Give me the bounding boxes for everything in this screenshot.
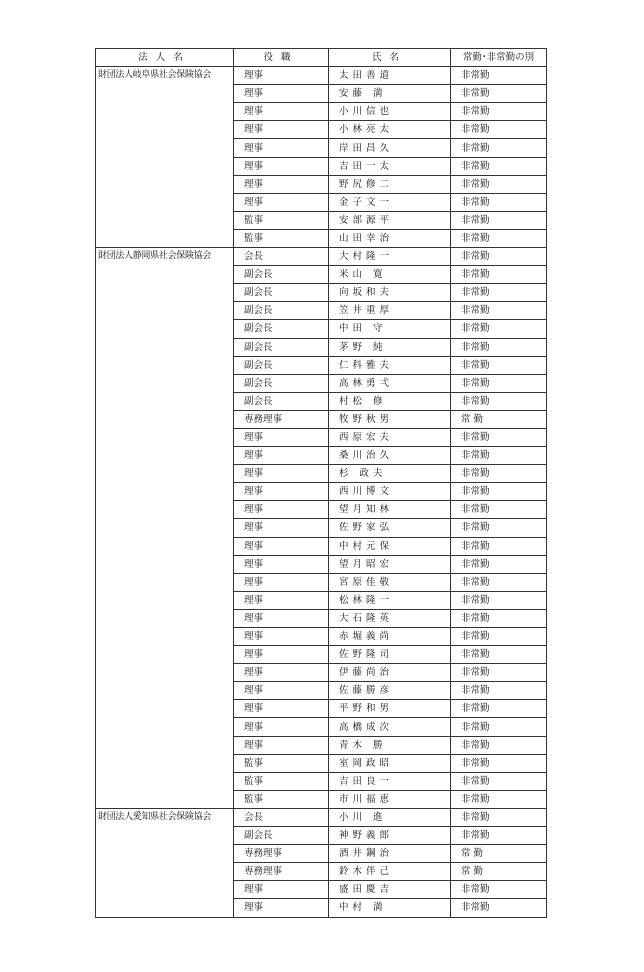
employment-type-cell: 非常勤 bbox=[451, 121, 547, 139]
person-name-cell: 赤堀義尚 bbox=[329, 628, 451, 646]
employment-type-cell: 常 勤 bbox=[451, 845, 547, 863]
employment-type-cell: 非常勤 bbox=[451, 519, 547, 537]
employment-type-cell: 非常勤 bbox=[451, 899, 547, 917]
employment-type-cell: 常 勤 bbox=[451, 410, 547, 428]
person-name-cell: 佐藤勝彦 bbox=[329, 682, 451, 700]
person-name-cell: 青木 勝 bbox=[329, 736, 451, 754]
employment-type-cell: 非常勤 bbox=[451, 338, 547, 356]
table-row bbox=[96, 67, 547, 85]
position-cell: 理事 bbox=[234, 465, 329, 483]
position-cell: 理事 bbox=[234, 85, 329, 103]
position-cell: 理事 bbox=[234, 103, 329, 121]
person-name-cell: 野尻修二 bbox=[329, 175, 451, 193]
employment-type-cell: 非常勤 bbox=[451, 85, 547, 103]
position-cell: 会長 bbox=[234, 248, 329, 266]
position-cell: 副会長 bbox=[234, 827, 329, 845]
officers-table bbox=[95, 48, 547, 918]
position-cell: 理事 bbox=[234, 664, 329, 682]
position-cell: 理事 bbox=[234, 573, 329, 591]
person-name-cell: 岸田昌久 bbox=[329, 139, 451, 157]
person-name-cell: 宮原佳敬 bbox=[329, 573, 451, 591]
position-cell: 理事 bbox=[234, 899, 329, 917]
corporation-name: 財団法人静岡県社会保険協会 bbox=[96, 248, 234, 809]
person-name-cell: 吉田一太 bbox=[329, 157, 451, 175]
person-name-cell: 平野和男 bbox=[329, 700, 451, 718]
employment-type-cell: 非常勤 bbox=[451, 392, 547, 410]
position-cell: 副会長 bbox=[234, 320, 329, 338]
employment-type-cell: 非常勤 bbox=[451, 266, 547, 284]
position-cell: 理事 bbox=[234, 881, 329, 899]
position-cell: 監事 bbox=[234, 229, 329, 247]
person-name-cell: 神野義郎 bbox=[329, 827, 451, 845]
person-name-cell: 村松 修 bbox=[329, 392, 451, 410]
person-name-cell: 小林亮太 bbox=[329, 121, 451, 139]
person-name-cell: 佐野家弘 bbox=[329, 519, 451, 537]
employment-type-cell: 非常勤 bbox=[451, 591, 547, 609]
corporation-name: 財団法人岐阜県社会保険協会 bbox=[96, 67, 234, 248]
person-name-cell: 金子文一 bbox=[329, 193, 451, 211]
person-name-cell: 吉田良一 bbox=[329, 772, 451, 790]
position-cell: 理事 bbox=[234, 67, 329, 85]
employment-type-cell: 非常勤 bbox=[451, 248, 547, 266]
position-cell: 監事 bbox=[234, 772, 329, 790]
employment-type-cell: 非常勤 bbox=[451, 447, 547, 465]
position-cell: 理事 bbox=[234, 682, 329, 700]
person-name-cell: 小川信也 bbox=[329, 103, 451, 121]
employment-type-cell: 非常勤 bbox=[451, 193, 547, 211]
employment-type-cell: 非常勤 bbox=[451, 881, 547, 899]
person-name-cell: 高林勇弌 bbox=[329, 374, 451, 392]
position-cell: 専務理事 bbox=[234, 863, 329, 881]
person-name-cell: 市川福恵 bbox=[329, 790, 451, 808]
person-name-cell: 仁科雅夫 bbox=[329, 356, 451, 374]
person-name-cell: 牧野秋男 bbox=[329, 410, 451, 428]
employment-type-cell: 非常勤 bbox=[451, 754, 547, 772]
employment-type-cell: 非常勤 bbox=[451, 573, 547, 591]
employment-type-cell: 非常勤 bbox=[451, 428, 547, 446]
employment-type-cell: 非常勤 bbox=[451, 790, 547, 808]
position-cell: 理事 bbox=[234, 447, 329, 465]
employment-type-cell: 非常勤 bbox=[451, 139, 547, 157]
header-position: 役職 bbox=[234, 49, 329, 67]
employment-type-cell: 非常勤 bbox=[451, 808, 547, 826]
employment-type-cell: 非常勤 bbox=[451, 664, 547, 682]
position-cell: 副会長 bbox=[234, 302, 329, 320]
person-name-cell: 山田幸治 bbox=[329, 229, 451, 247]
header-corporation: 法人名 bbox=[96, 49, 234, 67]
employment-type-cell: 非常勤 bbox=[451, 211, 547, 229]
position-cell: 理事 bbox=[234, 428, 329, 446]
employment-type-cell: 非常勤 bbox=[451, 320, 547, 338]
position-cell: 専務理事 bbox=[234, 410, 329, 428]
table-row bbox=[96, 248, 547, 266]
person-name-cell: 西川博文 bbox=[329, 483, 451, 501]
position-cell: 理事 bbox=[234, 555, 329, 573]
position-cell: 専務理事 bbox=[234, 845, 329, 863]
position-cell: 理事 bbox=[234, 700, 329, 718]
position-cell: 理事 bbox=[234, 175, 329, 193]
employment-type-cell: 非常勤 bbox=[451, 537, 547, 555]
person-name-cell: 米山 寛 bbox=[329, 266, 451, 284]
position-cell: 副会長 bbox=[234, 356, 329, 374]
position-cell: 理事 bbox=[234, 718, 329, 736]
position-cell: 監事 bbox=[234, 790, 329, 808]
employment-type-cell: 非常勤 bbox=[451, 501, 547, 519]
position-cell: 理事 bbox=[234, 519, 329, 537]
person-name-cell: 桑川治久 bbox=[329, 447, 451, 465]
person-name-cell: 笠井重厚 bbox=[329, 302, 451, 320]
employment-type-cell: 非常勤 bbox=[451, 682, 547, 700]
employment-type-cell: 非常勤 bbox=[451, 67, 547, 85]
employment-type-cell: 非常勤 bbox=[451, 284, 547, 302]
person-name-cell: 高橋成次 bbox=[329, 718, 451, 736]
employment-type-cell: 非常勤 bbox=[451, 356, 547, 374]
corporation-name: 財団法人愛知県社会保険協会 bbox=[96, 808, 234, 917]
table-body bbox=[96, 67, 547, 917]
person-name-cell: 鈴木伴己 bbox=[329, 863, 451, 881]
person-name-cell: 安藤 満 bbox=[329, 85, 451, 103]
employment-type-cell: 非常勤 bbox=[451, 700, 547, 718]
position-cell: 理事 bbox=[234, 121, 329, 139]
header-row bbox=[96, 49, 547, 67]
position-cell: 理事 bbox=[234, 736, 329, 754]
position-cell: 理事 bbox=[234, 501, 329, 519]
employment-type-cell: 非常勤 bbox=[451, 628, 547, 646]
person-name-cell: 伊藤尚治 bbox=[329, 664, 451, 682]
person-name-cell: 向坂和夫 bbox=[329, 284, 451, 302]
person-name-cell: 酒井鋼治 bbox=[329, 845, 451, 863]
header-name: 氏名 bbox=[329, 49, 451, 67]
position-cell: 会長 bbox=[234, 808, 329, 826]
employment-type-cell: 非常勤 bbox=[451, 229, 547, 247]
employment-type-cell: 非常勤 bbox=[451, 827, 547, 845]
person-name-cell: 望月知林 bbox=[329, 501, 451, 519]
person-name-cell: 中村 満 bbox=[329, 899, 451, 917]
person-name-cell: 室岡政昭 bbox=[329, 754, 451, 772]
employment-type-cell: 非常勤 bbox=[451, 718, 547, 736]
person-name-cell: 佐野隆司 bbox=[329, 646, 451, 664]
employment-type-cell: 非常勤 bbox=[451, 646, 547, 664]
position-cell: 副会長 bbox=[234, 374, 329, 392]
person-name-cell: 太田善道 bbox=[329, 67, 451, 85]
position-cell: 副会長 bbox=[234, 338, 329, 356]
position-cell: 監事 bbox=[234, 211, 329, 229]
person-name-cell: 盛田慶吉 bbox=[329, 881, 451, 899]
employment-type-cell: 常 勤 bbox=[451, 863, 547, 881]
person-name-cell: 大村隆一 bbox=[329, 248, 451, 266]
position-cell: 監事 bbox=[234, 754, 329, 772]
person-name-cell: 中田 守 bbox=[329, 320, 451, 338]
position-cell: 理事 bbox=[234, 591, 329, 609]
employment-type-cell: 非常勤 bbox=[451, 483, 547, 501]
position-cell: 理事 bbox=[234, 193, 329, 211]
employment-type-cell: 非常勤 bbox=[451, 302, 547, 320]
employment-type-cell: 非常勤 bbox=[451, 374, 547, 392]
employment-type-cell: 非常勤 bbox=[451, 465, 547, 483]
table-row bbox=[96, 808, 547, 826]
position-cell: 副会長 bbox=[234, 266, 329, 284]
position-cell: 理事 bbox=[234, 609, 329, 627]
position-cell: 理事 bbox=[234, 537, 329, 555]
header-employment-type: 常勤･非常勤の別 bbox=[451, 49, 547, 67]
employment-type-cell: 非常勤 bbox=[451, 103, 547, 121]
employment-type-cell: 非常勤 bbox=[451, 736, 547, 754]
position-cell: 理事 bbox=[234, 139, 329, 157]
position-cell: 副会長 bbox=[234, 284, 329, 302]
person-name-cell: 茅野 純 bbox=[329, 338, 451, 356]
employment-type-cell: 非常勤 bbox=[451, 157, 547, 175]
person-name-cell: 松林隆一 bbox=[329, 591, 451, 609]
person-name-cell: 小川 進 bbox=[329, 808, 451, 826]
person-name-cell: 西原宏夫 bbox=[329, 428, 451, 446]
position-cell: 理事 bbox=[234, 628, 329, 646]
person-name-cell: 杉 政夫 bbox=[329, 465, 451, 483]
position-cell: 理事 bbox=[234, 483, 329, 501]
person-name-cell: 中村元保 bbox=[329, 537, 451, 555]
employment-type-cell: 非常勤 bbox=[451, 555, 547, 573]
employment-type-cell: 非常勤 bbox=[451, 609, 547, 627]
person-name-cell: 大石隆英 bbox=[329, 609, 451, 627]
person-name-cell: 望月昭宏 bbox=[329, 555, 451, 573]
position-cell: 理事 bbox=[234, 646, 329, 664]
position-cell: 理事 bbox=[234, 157, 329, 175]
employment-type-cell: 非常勤 bbox=[451, 772, 547, 790]
employment-type-cell: 非常勤 bbox=[451, 175, 547, 193]
person-name-cell: 安部源平 bbox=[329, 211, 451, 229]
position-cell: 副会長 bbox=[234, 392, 329, 410]
